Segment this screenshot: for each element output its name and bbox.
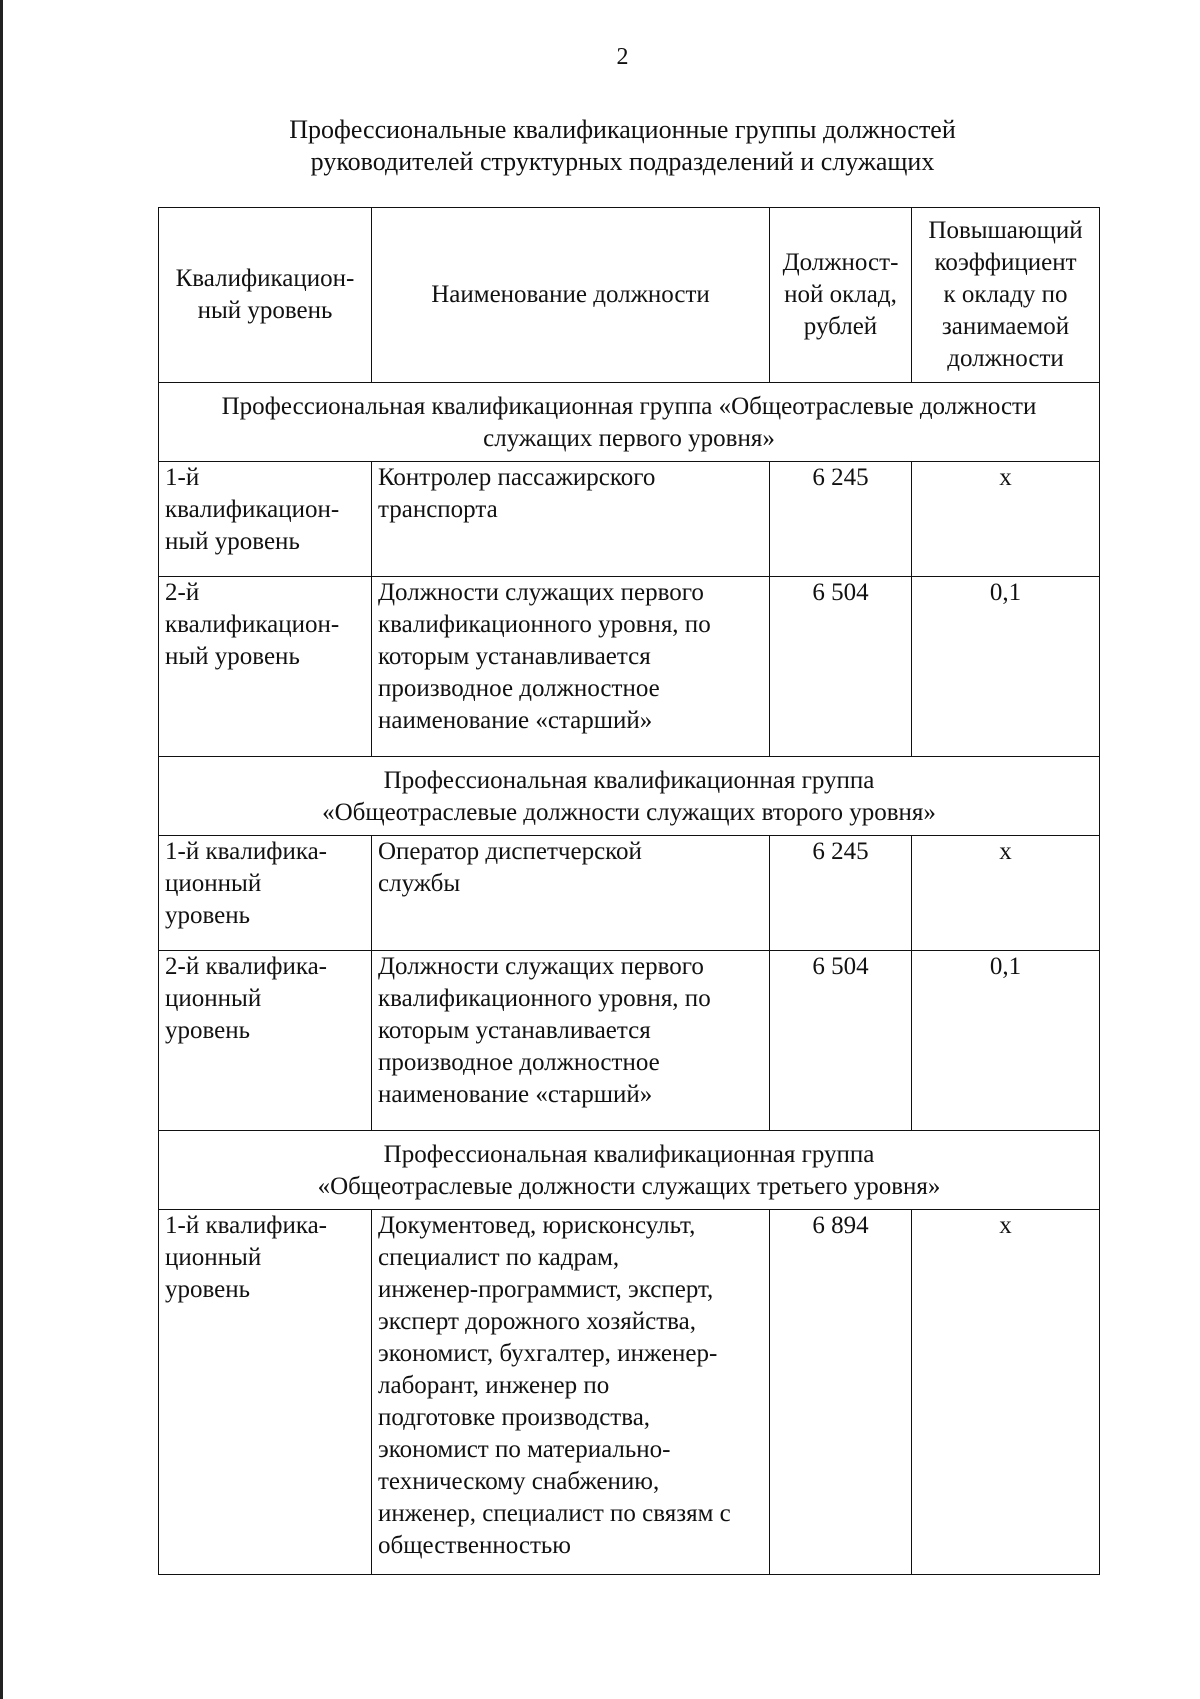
level-cell: 2-й квалификацион- ный уровень [159, 577, 372, 757]
table-row [159, 836, 1100, 951]
header-coefficient: Повышающий коэффициент к окладу по занимаемой должности [912, 208, 1100, 383]
position-name-cell: Должности служащих первого квалификационного уровня, по которым устанавливается производное должностное наименование «старший» [372, 951, 770, 1131]
document-title-line: Профессиональные квалификационные группы должностей [289, 115, 956, 144]
position-name-cell: Документовед, юрисконсульт, специалист по кадрам, инженер-программист, эксперт, эксперт дорожного хозяйства, экономист, бухгалтер, инженер- лаборант, инженер по подготовке производства, экономист по материально- техническому снабжению, инженер, специалист по связям с общественностью [372, 1210, 770, 1575]
salary-cell: 6 504 [770, 577, 912, 757]
header-salary: Должност- ной оклад, рублей [770, 208, 912, 383]
table-header-row [159, 208, 1100, 383]
group-title-row [159, 757, 1100, 836]
salary-cell: 6 245 [770, 836, 912, 951]
page-edge [0, 0, 3, 1699]
coefficient-cell: 0,1 [912, 577, 1100, 757]
level-cell: 1-й квалифика- ционный уровень [159, 836, 372, 951]
salary-cell: 6 894 [770, 1210, 912, 1575]
table-row [159, 577, 1100, 757]
page-number: 2 [616, 44, 629, 70]
coefficient-cell: х [912, 836, 1100, 951]
group-title: Профессиональная квалификационная группа «Общеотраслевые должности служащих третьего уровня» [159, 1131, 1100, 1210]
table-row [159, 1210, 1100, 1575]
salary-cell: 6 504 [770, 951, 912, 1131]
position-name-cell: Должности служащих первого квалификационного уровня, по которым устанавливается производное должностное наименование «старший» [372, 577, 770, 757]
position-name-cell: Оператор диспетчерской службы [372, 836, 770, 951]
header-level: Квалификацион- ный уровень [159, 208, 372, 383]
table-row [159, 462, 1100, 577]
salary-cell: 6 245 [770, 462, 912, 577]
coefficient-cell: х [912, 462, 1100, 577]
document-title-line: руководителей структурных подразделений и служащих [310, 147, 935, 176]
position-name-cell: Контролер пассажирского транспорта [372, 462, 770, 577]
group-title-row [159, 383, 1100, 462]
level-cell: 1-й квалифика- ционный уровень [159, 1210, 372, 1575]
document-title [150, 114, 1095, 178]
table-row [159, 951, 1100, 1131]
qualification-groups-table [158, 207, 1100, 1575]
level-cell: 1-й квалификацион- ный уровень [159, 462, 372, 577]
header-position-name: Наименование должности [372, 208, 770, 383]
coefficient-cell: 0,1 [912, 951, 1100, 1131]
coefficient-cell: х [912, 1210, 1100, 1575]
level-cell: 2-й квалифика- ционный уровень [159, 951, 372, 1131]
group-title-row [159, 1131, 1100, 1210]
group-title: Профессиональная квалификационная группа «Общеотраслевые должности служащих первого уровня» [159, 383, 1100, 462]
group-title: Профессиональная квалификационная группа «Общеотраслевые должности служащих второго уровня» [159, 757, 1100, 836]
